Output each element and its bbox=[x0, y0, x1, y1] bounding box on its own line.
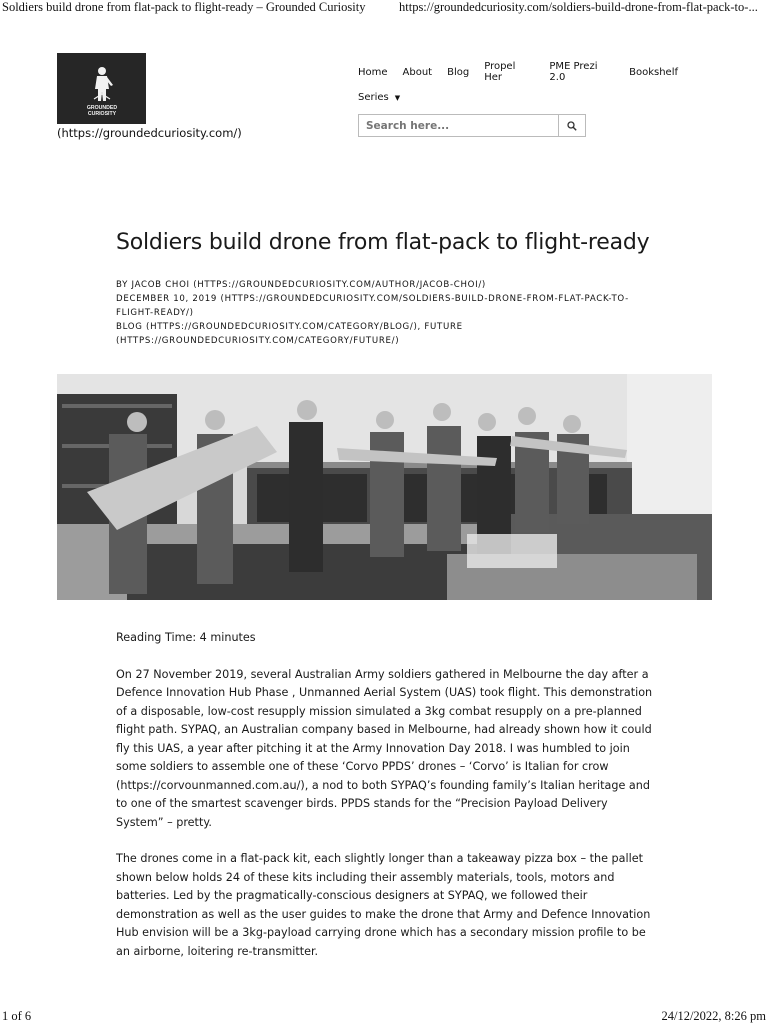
nav-item-home[interactable]: Home bbox=[358, 66, 388, 78]
soldier-silhouette-icon bbox=[72, 59, 132, 119]
article-author-link[interactable]: BY JACOB CHOI (HTTPS://GROUNDEDCURIOSITY.COM/AUTHOR/JACOB-CHOI/) bbox=[116, 280, 486, 290]
svg-text:GROUNDED: GROUNDED bbox=[86, 104, 117, 111]
article-paragraph: On 27 November 2019, several Australian Army soldiers gathered in Melbourne the day after a Defence Innovation Hub Phase , Unmanned Aerial System (UAS) took flight. This demonstration of a disposable, low-cost resupply mission simulated a 3kg combat resupply on a pre-planned flight path. SYPAQ, an Australian company based in Melbourne, had already shown how it could fly this UAS, a year after pitching it at the Army Innovation Day 2018. I was humbled to join some soldiers to assemble one of these ‘Corvo PPDS’ drones – ‘Corvo’ is Italian for crow (https://corvounmanned.com.au/), a nod to both SYPAQ’s founding family’s Italian heritage and to one of the smartest scavenger birds. PPDS stands for the “Precision Payload Delivery System” – pretty. bbox=[116, 667, 653, 829]
nav-item-about[interactable]: About bbox=[402, 66, 433, 78]
search-button[interactable] bbox=[558, 114, 586, 137]
print-page-url: https://groundedcuriosity.com/soldiers-build-drone-from-flat-pack-to-... bbox=[399, 0, 758, 14]
caret-down-icon: ▼ bbox=[394, 93, 401, 102]
article-categories[interactable]: BLOG (HTTPS://GROUNDEDCURIOSITY.COM/CATEGORY/BLOG/), FUTURE (HTTPS://GROUNDEDCURIOSITY.COM/CATEGORY/FUTURE/) bbox=[116, 322, 463, 346]
nav-item-series[interactable] bbox=[358, 92, 678, 103]
print-datetime: 24/12/2022, 8:26 pm bbox=[661, 1009, 766, 1023]
logo-url-text[interactable]: (https://groundedcuriosity.com/) bbox=[57, 126, 242, 140]
search-icon bbox=[567, 121, 577, 131]
article-paragraph: The drones come in a flat-pack kit, each slightly longer than a takeaway pizza box – the pallet shown below holds 24 of these kits including their assembly materials, tools, motors and batteries. Led by the pragmatically-conscious designers at SYPAQ, we followed their demonstration as well as the user guides to make the drone that Army and Defence Innovation Hub envision will be a 3kg-payload carrying drone which has a secondary mission profile to be an airborne, loitering re-transmitter. bbox=[116, 852, 651, 958]
print-page-title: Soldiers build drone from flat-pack to flight-ready – Grounded Curiosity bbox=[2, 0, 366, 14]
svg-text:CURIOSITY: CURIOSITY bbox=[87, 110, 116, 117]
article-title: Soldiers build drone from flat-pack to flight-ready bbox=[116, 230, 650, 255]
print-footer bbox=[0, 1009, 768, 1025]
print-header bbox=[0, 0, 768, 18]
nav-series-label: Series bbox=[358, 92, 389, 103]
nav-item-pme-prezi[interactable]: PME Prezi 2.0 bbox=[549, 61, 598, 83]
nav-row bbox=[358, 61, 678, 83]
site-logo bbox=[57, 53, 146, 124]
search-input[interactable] bbox=[358, 114, 558, 137]
reading-time: Reading Time: 4 minutes bbox=[116, 631, 256, 644]
hero-photo bbox=[57, 374, 712, 600]
article-meta bbox=[116, 278, 656, 348]
site-logo-link[interactable] bbox=[57, 53, 146, 124]
soldiers-with-drones-photo bbox=[57, 374, 712, 600]
nav-item-propel-her[interactable]: Propel Her bbox=[484, 61, 516, 83]
main-nav bbox=[358, 61, 678, 103]
article-body bbox=[116, 629, 656, 979]
print-page-number: 1 of 6 bbox=[2, 1009, 32, 1023]
article-date-link[interactable]: DECEMBER 10, 2019 (HTTPS://GROUNDEDCURIOSITY.COM/SOLDIERS-BUILD-DRONE-FROM-FLAT-PACK-TO-FLIGHT-READY/) bbox=[116, 294, 629, 318]
nav-item-blog[interactable]: Blog bbox=[447, 66, 470, 78]
nav-item-bookshelf[interactable]: Bookshelf bbox=[629, 66, 678, 78]
search-form bbox=[358, 114, 586, 137]
